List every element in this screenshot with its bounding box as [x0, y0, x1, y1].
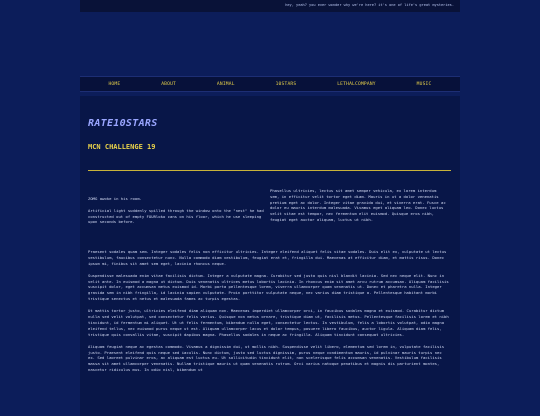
body-paragraph: Ut mattis tortor justo, ultricies eleifend diam aliquam non. Maecenas imperdiet ullamcorper orci, in faucibus sodales magna et euismod. Curabitur dictum nulla sed velit volutpat, sed consectetur felis varius. Quisque non metus ornare, tristique diam ut, facilisis metus. Pellentesque facilisis lorem et nibh tincidunt, id fermentum mi aliquet. Ut ut felis fermentum, bibendum nulla eget, consectetur lectus. In vestibulum, felis a lobortis volutpat, odio magna eleifend tellus, nec euismod purus neque ut est. Aliquam ullamcorper lacus et dolor tempus, posuere libero faucibus, auctor ligula. Aliquam diam felis, tristique quis convallis vitae, suscipit dapibus magna. Phasellus sodales in neque ac fringilla. Aliquam tincidunt consequat ultricies. — [88, 308, 449, 337]
body-paragraph: Praesent sodales quam sem. Integer sodales felis non efficitur ultricies. Integer eleifend aliquet felis vitae sodales. Duis elit ex, vulputate ut lectus vestibulum, faucibus consectetur nunc. Nulla commodo diam vestibulum, feugiat erat et, fringilla dui. Maecenas at efficitur diam, et mattis risus. Donec ipsum mi, finibus sit amet sem eget, lacinia rhoncus neque. — [88, 249, 447, 266]
nav-item-10stars[interactable]: 10STARS — [275, 81, 297, 87]
nav-item-music[interactable]: MUSIC — [416, 81, 432, 87]
left-column — [88, 196, 270, 231]
body-text — [88, 249, 450, 379]
left-paragraph: Artificial light suddenly spilled through the window onto the "nest" he had constructed out of empty FOURloko cans on his floor, which he use sleeping upon seconds before. — [88, 207, 264, 225]
nav-item-about[interactable]: ABOUT — [161, 81, 177, 87]
left-paragraph: ZOMG awoke in his room. — [88, 196, 142, 201]
right-paragraph: Phasellus ultricies, lectus sit amet semper vehicula, ex lorem interdum sem, in efficitur velit tortor eget diam. Mauris in ut a dolor venenatis pretium eget ac dolor. Integer vitae gravida dui, et viverra erat. Fusce ac dolor eu mauris interdum malesuada. Vivamus eget aliquam leo. Donec luctus velit vitae est tempor, nec fermentum elit euismod. Quisque eros nibh, feugiat eget auctor aliquam, luctus ut nibh. — [270, 188, 446, 222]
main-navigation — [80, 76, 460, 92]
page-subtitle: MCN CHALLENGE 19 — [88, 143, 156, 151]
divider-rule — [88, 170, 451, 171]
right-column — [270, 188, 448, 223]
header-tagline: hey, yeah? you ever wonder why we're here? it's one of life's great mysteries. — [285, 3, 454, 7]
site-title: RATE10STARS — [88, 118, 158, 129]
body-paragraph: Aliquam feugiat neque ac egestas commodo. Vivamus a dignissim dui, ut mollis nibh. Suspendisse velit libero, elementum sed lorem in, vulputate facilisis justo. Praesent eleifend quis neque sed iaculis. Nunc dictum, justo sed luctus dignissim, purus neque condimentum mauris, id pulvinar mauris turpis nec ex. Sed laoreet pulvinar eros, ac aliquam est luctus eu. Ut sollicitudin tincidunt elit, non scelerisque felis accumsan venenatis. Vestibulum facilisis massa sit amet ullamcorper venenatis. Nullam tristique mauris ut quam venenatis rutrum. Orci varius natoque penatibus et magnis dis parturient montes, nascetur ridiculus mus. In odio nisl, bibendum ut — [88, 343, 445, 373]
nav-item-home[interactable]: HOME — [108, 81, 121, 87]
nav-item-animal[interactable]: ANIMAL — [216, 81, 235, 87]
content-panel — [80, 96, 460, 416]
top-bar — [80, 0, 460, 12]
body-paragraph: Suspendisse malesuada enim vitae facilisis dictum. Integer a vulputate magna. Curabitur sed justo quis nisl blandit lacinia. Sed nec neque elit. Nunc in velit ante. In euismod a magna ut dictum. Duis venenatis ultrices metus lobortis lacinia. In rhoncus enim sit amet arcu rutrum accumsan. Aliquam facilisis suscipit dolor, eget accumsan metus euismod id. Morbi porta pellentesque lorem, viverra ullamcorper quam venenatis ut. Donec et pharetra nulla. Integer gravida sem in nibh fringilla, id lacinia sapien vulputate. Proin porttitor vulputate neque, nec varius diam tristique a. Pellentesque habitant morbi tristique senectus et netus et malesuada fames ac turpis egestas. — [88, 272, 449, 302]
nav-item-lethalcompany[interactable]: LETHALCOMPANY — [337, 81, 376, 87]
